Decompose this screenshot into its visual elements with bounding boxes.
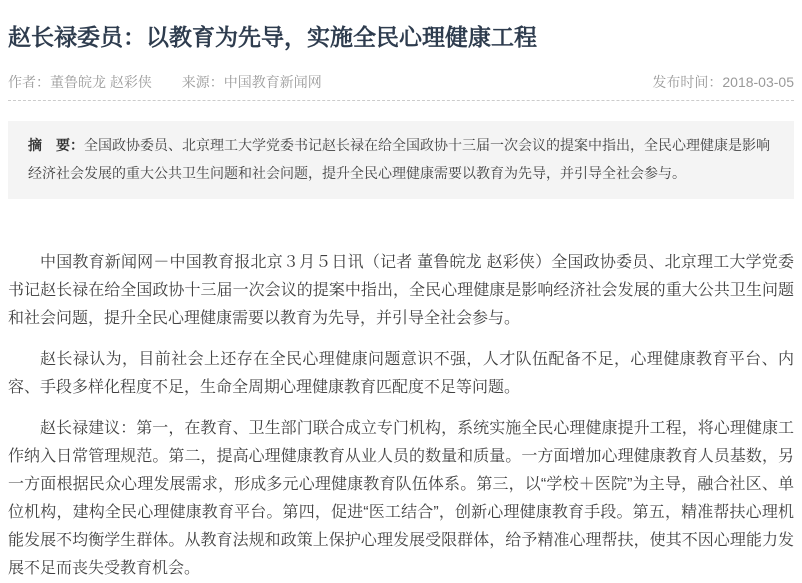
article-paragraph: 中国教育新闻网－中国教育报北京３月５日讯（记者 董鲁皖龙 赵彩侠）全国政协委员、北京理工大学党委书记赵长禄在给全国政协十三届一次会议的提案中指出，全民心理健康是影响经济社会发展的重大公共卫生问题和社会问题，提升全民心理健康需要以教育为先导，并引导全社会参与。 — [8, 254, 794, 327]
article-meta-row — [8, 72, 794, 92]
dashed-divider — [8, 100, 794, 101]
source-field — [182, 74, 322, 90]
article-meta-left — [8, 72, 322, 92]
publish-date: 2018-03-05 — [722, 74, 794, 90]
article-title: 赵长禄委员：以教育为先导，实施全民心理健康工程 — [8, 24, 537, 50]
article-page — [0, 22, 802, 583]
source-label: 来源： — [181, 74, 224, 90]
publish-time-field — [652, 72, 794, 92]
article-paragraph: 赵长禄认为，目前社会上还存在全民心理健康问题意识不强，人才队伍配备不足，心理健康教育平台、内容、手段多样化程度不足，生命全周期心理健康教育匹配度不足等问题。 — [8, 351, 794, 396]
article-paragraph: 赵长禄建议：第一，在教育、卫生部门联合成立专门机构，系统实施全民心理健康提升工程，将心理健康工作纳入日常管理规范。第二，提高心理健康教育从业人员的数量和质量。一方面增加心理健康教育人员基数，另一方面根据民众心理发展需求，形成多元心理健康教育队伍体系。第三，以“学校＋医院”为主导，融合社区、单位机构，建构全民心理健康教育平台。第四，促进“医工结合”，创新心理健康教育手段。第五，精准帮扶心理机能发展不均衡学生群体。从教育法规和政策上保护心理发展受限群体，给予精准心理帮扶，使其不因心理能力发展不足而丧失受教育机会。 — [8, 420, 794, 577]
abstract-box — [8, 121, 794, 199]
author-label: 作者： — [8, 74, 50, 90]
author-names: 董鲁皖龙 赵彩侠 — [50, 74, 152, 90]
abstract-label: 摘 要： — [28, 137, 84, 153]
author-field — [8, 74, 152, 90]
abstract-text: 全国政协委员、北京理工大学党委书记赵长禄在给全国政协十三届一次会议的提案中指出，全民心理健康是影响经济社会发展的重大公共卫生问题和社会问题，提升全民心理健康需要以教育为先导，并引导全社会参与。 — [28, 137, 770, 181]
article-body — [8, 249, 794, 583]
publish-time-label: 发布时间： — [652, 74, 723, 90]
source-name: 中国教育新闻网 — [223, 74, 322, 90]
